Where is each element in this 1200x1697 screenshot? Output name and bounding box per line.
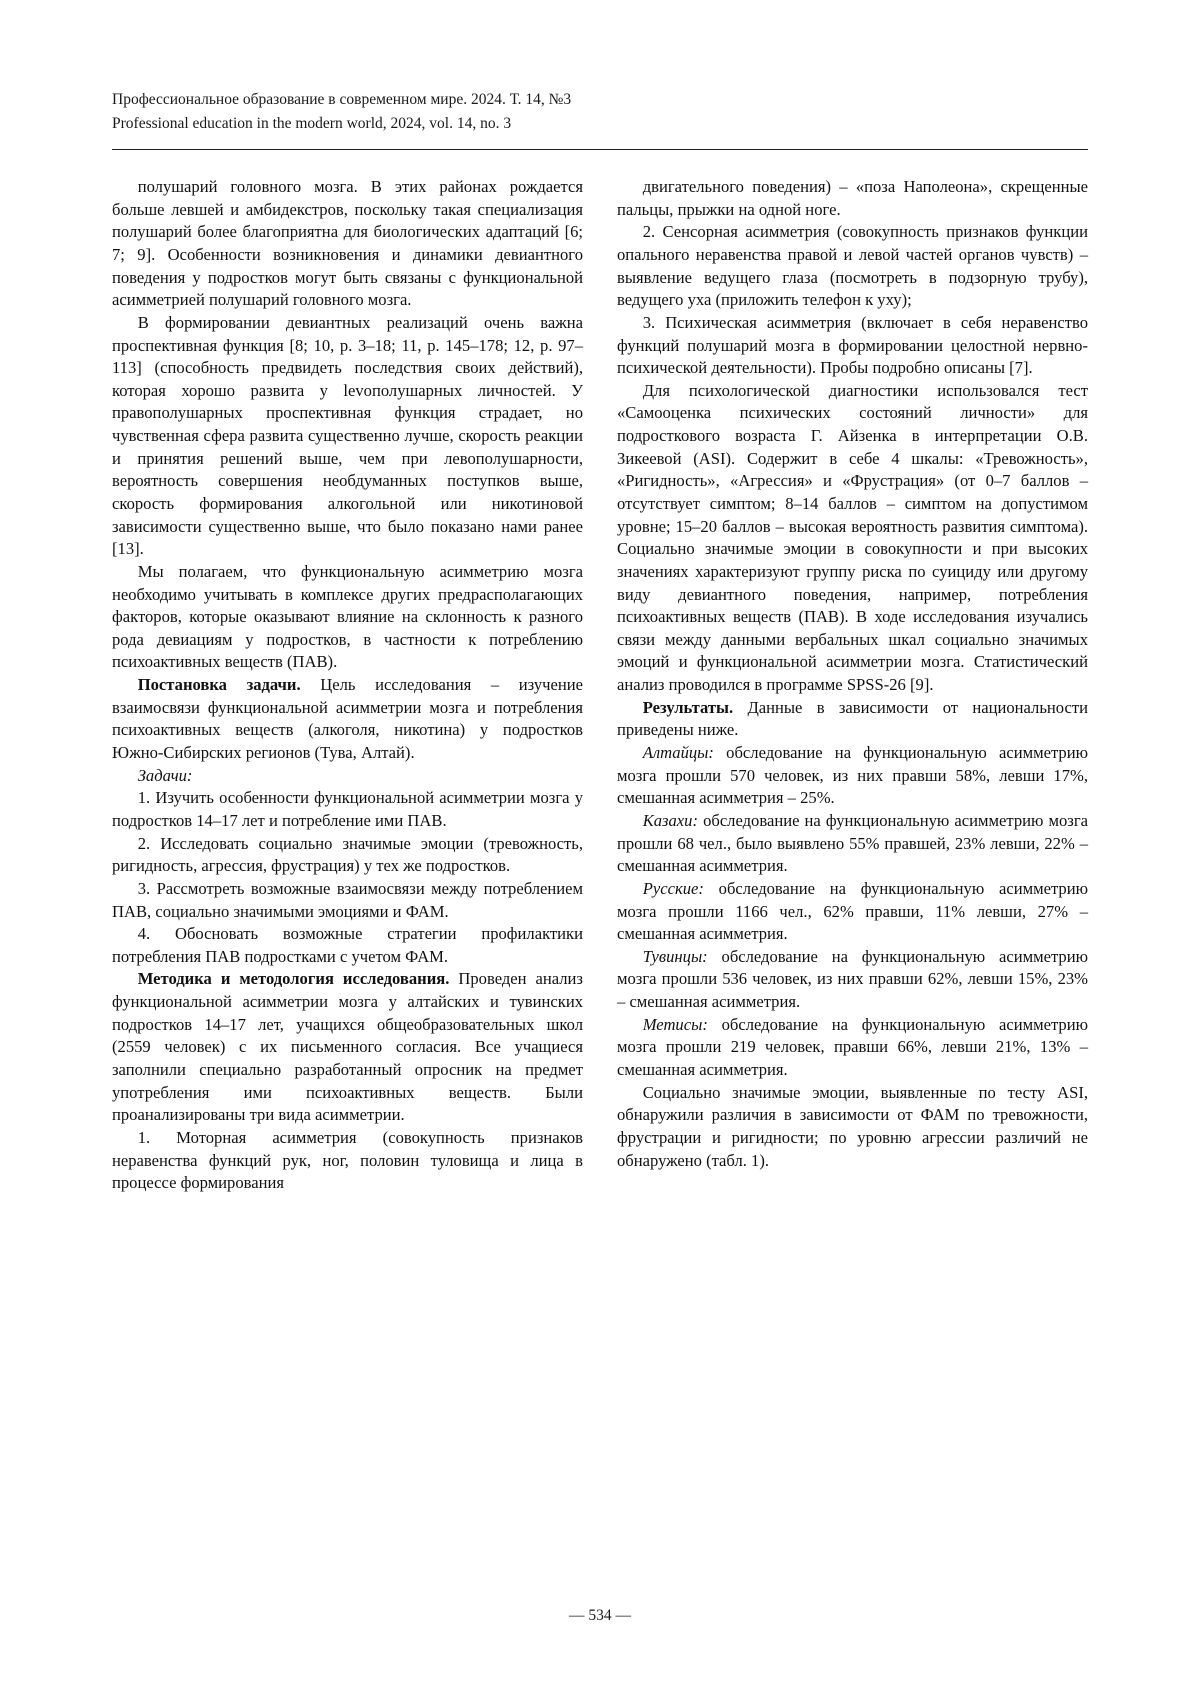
- task-statement-heading: Постановка задачи.: [137, 675, 301, 695]
- group-name: Тувинцы:: [642, 946, 708, 966]
- running-head: [112, 88, 1088, 136]
- results-paragraph: [617, 697, 1088, 742]
- running-head-ru: Профессиональное образование в современном мире. 2024. Т. 14, №3: [112, 91, 572, 108]
- paragraph: Социально значимые эмоции, выявленные по тесту ASI, обнаружили различия в зависимости от ФАМ по тревожности, фрустрации и ригидности; по уровню агрессии различий не обнаружено (табл. 1).: [617, 1082, 1088, 1170]
- page-number: — 534 —: [569, 1607, 631, 1624]
- group-name: Метисы:: [642, 1014, 708, 1034]
- paragraph: полушарий головного мозга. В этих районах рождается больше левшей и амбидекстров, поскольку такая специализация полушарий более благоприятна для биологических адаптаций [6; 7; 9]. Особенности возникновения и динамики девиантного поведения у подростков могут быть связаны с функциональной асимметрией полушарий головного мозга.: [112, 177, 583, 310]
- paragraph: Для психологической диагностики использовался тест «Самооценка психических состояний личности» для подросткового возраста Г. Айзенка в интерпретации О.В. Зикеевой (ASI). Содержит в себе 4 шкалы: «Тревожность», «Ригидность», «Агрессия» и «Фрустрация» (от 0–7 баллов – отсутствует симптом; 8–14 баллов – симптом на допустимом уровне; 15–20 баллов – высокая вероятность развития симптома). Социально значимые эмоции в совокупности и при высоких значениях характеризуют группу риска по суициду или другому виду девиантного поведения, например, потребления психоактивных веществ (ПАВ). В ходе исследования изучались связи между данными вербальных шкал социально значимых эмоций и функциональной асимметрии мозга. Статистический анализ проводился в программе SPSS-26 [9].: [617, 380, 1088, 695]
- paragraph: Мы полагаем, что функциональную асимметрию мозга необходимо учитывать в комплексе других предрасполагающих факторов, которые оказывают влияние на склонность к разного рода девиациям у подростков, в частности к потреблению психоактивных веществ (ПАВ).: [112, 561, 583, 672]
- results-text: Данные в зависимости от национальности приведены ниже.: [617, 697, 1088, 740]
- paragraph: В формировании девиантных реализаций очень важна проспективная функция [8; 10, p. 3–18; 11, p. 145–178; 12, p. 97–113] (способность предвидеть последствия своих действий), которая хорошо развита у levополушарных личностей. У правополушарных проспективная функция страдает, но чувственная сфера развита существенно лучше, скорость реакции и принятия решений выше, чем при левополушарности, вероятность совершения необдуманных поступков выше, скорость формирования алкогольной или никотиновой зависимости существенно выше, что было показано нами ранее [13].: [112, 312, 583, 559]
- group-paragraph: [617, 1014, 1088, 1082]
- group-name: Алтайцы:: [642, 743, 714, 763]
- task-statement-text: Цель исследования – изучение взаимосвязи функциональной асимметрии мозга и потребления психоактивных веществ (алкоголя, никотина) у подростков Южно-Сибирских регионов (Тува, Алтай).: [112, 675, 583, 763]
- running-head-en: Professional education in the modern world, 2024, vol. 14, no. 3: [112, 115, 512, 133]
- results-heading: Результаты.: [642, 697, 734, 717]
- group-text: обследование на функциональную асимметрию мозга прошли 536 человек, из них правши 62%, левши 15%, 23% – смешанная асимметрия.: [617, 946, 1088, 1012]
- group-text: обследование на функциональную асимметрию мозга прошли 1166 чел., 62% правши, 11% левши, 27% – смешанная асимметрия.: [617, 878, 1088, 944]
- group-paragraph: [617, 742, 1088, 810]
- task-item: 3. Рассмотреть возможные взаимосвязи между потреблением ПАВ, социально значимыми эмоциями и ФАМ.: [112, 878, 583, 921]
- body-columns: [112, 176, 1088, 1195]
- methodology-text: Проведен анализ функциональной асимметрии мозга у алтайских и тувинских подростков 14–17 лет, учащихся общеобразовательных школ (2559 человек) с их письменного согласия. Все учащиеся заполнили специально разработанный опросник на предмет употребления ими психоактивных веществ. Были проанализированы три вида асимметрии.: [112, 969, 583, 1125]
- header-divider: [112, 149, 1088, 150]
- paragraph: 2. Сенсорная асимметрия (совокупность признаков функции опального неравенства правой и левой частей органов чувств) – выявление ведущего глаза (посмотреть в подзорную трубу), ведущего уха (приложить телефон к уху);: [617, 222, 1088, 310]
- group-name: Русские:: [642, 878, 704, 898]
- group-text: обследование на функциональную асимметрию мозга прошли 68 чел., было выявлено 55% правшей, 23% левши, 22% – смешанная асимметрия.: [617, 810, 1088, 876]
- methodology-heading: Методика и методология исследования.: [137, 969, 450, 989]
- paragraph: 3. Психическая асимметрия (включает в себя неравенство функций полушарий мозга в формировании целостной нервно-психической деятельности). Пробы подробно описаны [7].: [617, 312, 1088, 378]
- right-column: [617, 176, 1088, 1195]
- task-item: 2. Исследовать социально значимые эмоции (тревожность, ригидность, агрессия, фрустрация) у тех же подростков.: [112, 833, 583, 876]
- group-paragraph: [617, 946, 1088, 1014]
- group-paragraph: [617, 810, 1088, 878]
- task-item: 1. Изучить особенности функциональной асимметрии мозга у подростков 14–17 лет и потребление ими ПАВ.: [112, 788, 583, 830]
- left-column: [112, 176, 583, 1195]
- group-text: обследование на функциональную асимметрию мозга прошли 219 человек, правши 66%, левши 21%, 13% – смешанная асимметрия.: [617, 1014, 1088, 1080]
- task-statement-paragraph: [112, 674, 583, 765]
- group-paragraph: [617, 878, 1088, 946]
- methodology-paragraph: [112, 968, 583, 1126]
- paragraph: 1. Моторная асимметрия (совокупность признаков неравенства функций рук, ног, половин туловища и лица в процессе формирования: [112, 1127, 583, 1193]
- group-name: Казахи:: [642, 810, 698, 830]
- task-item: 4. Обосновать возможные стратегии профилактики потребления ПАВ подростками с учетом ФАМ.: [112, 924, 583, 966]
- paragraph: двигательного поведения) – «поза Наполеона», скрещенные пальцы, прыжки на одной ноге.: [617, 177, 1088, 219]
- group-text: обследование на функциональную асимметрию мозга прошли 570 человек, из них правши 58%, левши 17%, смешанная асимметрия – 25%.: [617, 743, 1088, 808]
- tasks-label: Задачи:: [137, 765, 193, 785]
